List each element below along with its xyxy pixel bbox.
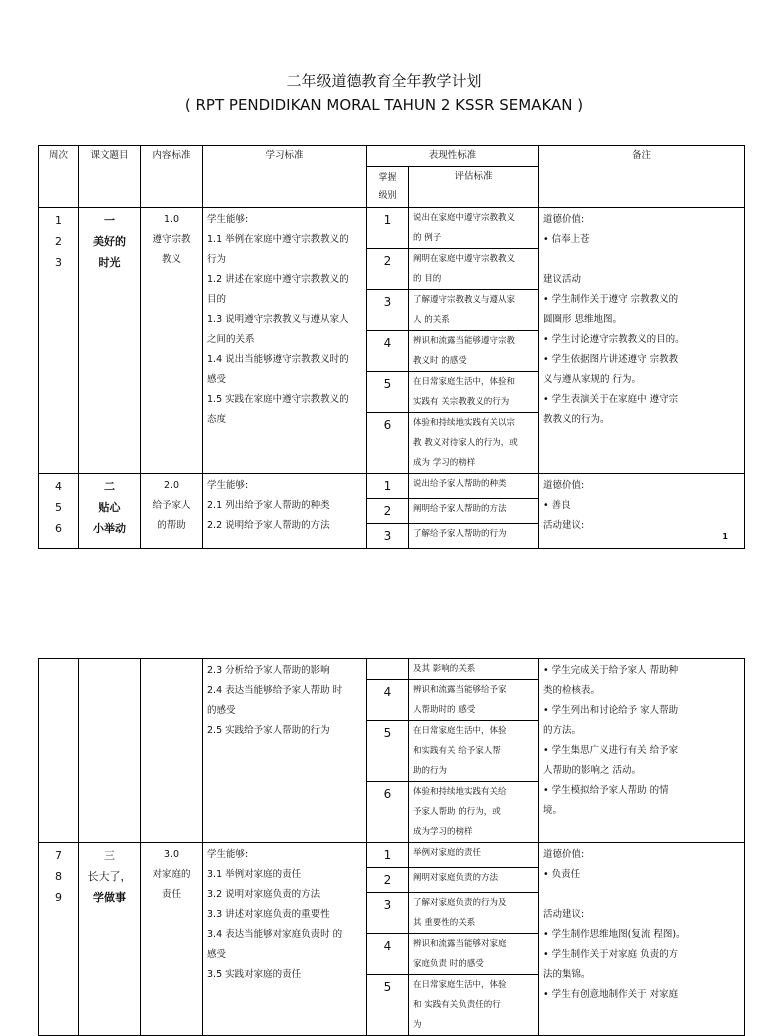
learning-cell: 学生能够: 3.1 举例对家庭的责任 3.2 说明对家庭负责的方法 3.3 讲述对家庭负责的重要性 3.4 表达当能够对家庭负责时 的 感受 3.5 实践对家庭的责任 [203,843,367,1036]
assessment-text: 在日常家庭生活中，体验和 实践有 关宗教教义的行为 [409,372,539,413]
page-subtitle: ( RPT PENDIDIKAN MORAL TAHUN 2 KSSR SEMAKAN ) [184,96,584,114]
level-number: 5 [367,975,409,1036]
topic-cell: 三 长大了， 学做事 [79,843,141,1036]
learning-cell: 2.3 分析给予家人帮助的影响 2.4 表达当能够给予家人帮助 时 的感受 2.5 实践给予家人帮助的行为 [203,659,367,843]
topic-cell [79,659,141,843]
assessment-text: 说出在家庭中遵守宗教教义 的 例子 [409,208,539,249]
week-cell [39,659,79,843]
header-assessment: 评估标准 [409,167,539,208]
assessment-text: 阐明给予家人帮助的方法 [409,499,539,524]
page-title: 二年级道德教育全年教学计划 [286,72,482,90]
notes-cell: 道德价值: • 信奉上苍 建议活动 • 学生制作关于遵守 宗教教义的 圆圈形 思维地图。 • 学生讨论遵守宗教教义的目的。 • 学生依据图片讲述遵守 宗教教 义与遵从家规的 行为。 • 学生表演关于在家庭中 遵守宗 教教义的行为。 [539,208,745,474]
level-number: 5 [367,372,409,413]
assessment-text: 在日常家庭生活中，体验 和 实践有关负责任的行 为 [409,975,539,1036]
page-number: 1 [722,532,728,541]
level-number: 1 [367,474,409,499]
level-number: 2 [367,249,409,290]
assessment-text: 了解遵守宗教教义与遵从家 人 的关系 [409,290,539,331]
assessment-text: 体验和持续地实践有关以宗 教 教义对待家人的行为，或 成为 学习的榜样 [409,413,539,474]
table-row-unit3 [39,843,745,868]
level-number: 5 [367,721,409,782]
header-performance: 表现性标准 [367,146,539,167]
plan-table-page1 [38,145,745,549]
assessment-text: 举例对家庭的责任 [409,843,539,868]
header-week: 周次 [39,146,79,208]
header-content: 内容标准 [141,146,203,208]
level-number: 3 [367,290,409,331]
level-number: 4 [367,331,409,372]
level-number [367,659,409,680]
week-cell: 4 5 6 [39,474,79,549]
assessment-text: 了解对家庭负责的行为及 其 重要性的关系 [409,893,539,934]
learning-cell: 学生能够: 1.1 举例在家庭中遵守宗教教义的 行为 1.2 讲述在家庭中遵守宗教教义的 目的 1.3 说明遵守宗教教义与遵从家人 之间的关系 1.4 说出当能够遵守宗教教义时的 感受 1.5 实践在家庭中遵守宗教教义的 态度 [203,208,367,474]
table-row-unit1 [39,208,745,249]
content-cell [141,659,203,843]
level-number: 2 [367,868,409,893]
notes-cell: • 学生完成关于给予家人 帮助种 类的检核表。 • 学生列出和讨论给予 家人帮助 的方法。 • 学生集思广义进行有关 给予家 人帮助的影响之 活动。 • 学生模拟给予家人帮助 的情 境。 [539,659,745,843]
table-row-unit2-cont [39,659,745,680]
level-number: 1 [367,208,409,249]
assessment-text: 阐明在家庭中遵守宗教教义 的 目的 [409,249,539,290]
assessment-text: 辨识和流露当能够给予家 人帮助时的 感受 [409,680,539,721]
content-cell: 3.0 对家庭的 责任 [141,843,203,1036]
header-notes: 备注 [539,146,745,208]
level-number: 4 [367,934,409,975]
level-number: 2 [367,499,409,524]
content-cell: 1.0 遵守宗教 教义 [141,208,203,474]
header-learning: 学习标准 [203,146,367,208]
assessment-text: 在日常家庭生活中，体验 和实践有关 给予家人帮 助的行为 [409,721,539,782]
topic-cell: 二 贴心 小举动 [79,474,141,549]
assessment-text: 辨识和流露当能够遵守宗教 教义时 的感受 [409,331,539,372]
plan-table-page2 [38,658,745,1036]
assessment-text: 说出给予家人帮助的种类 [409,474,539,499]
topic-cell: 一 美好的 时光 [79,208,141,474]
week-cell: 1 2 3 [39,208,79,474]
header-level: 掌握 级别 [367,167,409,208]
learning-cell: 学生能够: 2.1 列出给予家人帮助的种类 2.2 说明给予家人帮助的方法 [203,474,367,549]
assessment-text: 及其 影响的关系 [409,659,539,680]
notes-cell: 道德价值: • 善良 活动建议: [539,474,745,549]
level-number: 6 [367,413,409,474]
notes-cell: 道德价值: • 负责任 活动建议: • 学生制作思维地图(复流 程图)。 • 学生制作关于对家庭 负责的方 法的集锦。 • 学生有创意地制作关于 对家庭 [539,843,745,1036]
level-number: 3 [367,893,409,934]
table-row-unit2 [39,474,745,499]
level-number: 3 [367,524,409,549]
header-topic: 课文题目 [79,146,141,208]
level-number: 1 [367,843,409,868]
header-row [39,146,745,167]
assessment-text: 辨识和流露当能够对家庭 家庭负责 时的感受 [409,934,539,975]
assessment-text: 体验和持续地实践有关给 予家人帮助 的行为，或 成为学习的榜样 [409,782,539,843]
level-number: 4 [367,680,409,721]
week-cell: 7 8 9 [39,843,79,1036]
assessment-text: 了解给予家人帮助的行为 [409,524,539,549]
assessment-text: 阐明对家庭负责的方法 [409,868,539,893]
content-cell: 2.0 给予家人 的帮助 [141,474,203,549]
level-number: 6 [367,782,409,843]
